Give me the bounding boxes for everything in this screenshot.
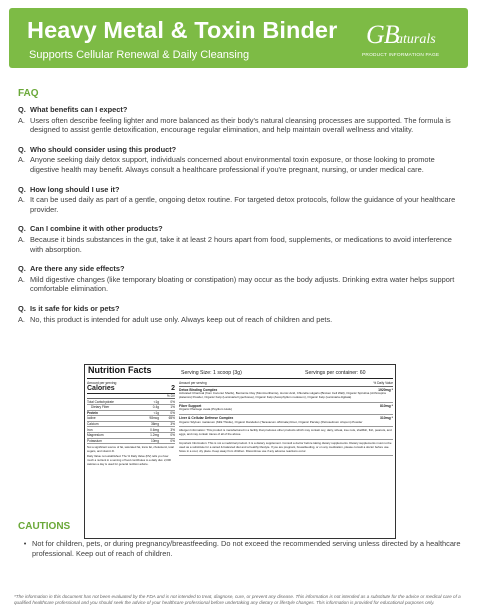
faq-answer-row xyxy=(18,275,464,294)
question-marker: Q. xyxy=(18,224,26,234)
nutrient-name: Iodine xyxy=(87,416,96,421)
dv-header: % DV xyxy=(87,394,175,399)
nutrient-dv: 0% xyxy=(170,399,175,404)
question-marker: Q. xyxy=(18,184,26,194)
nutrient-name: Calcium xyxy=(87,421,99,426)
blend-values xyxy=(380,416,393,420)
nutrition-right-column xyxy=(179,381,393,456)
faq-item xyxy=(18,304,464,324)
caution-text: Not for children, pets, or during pregnancy/breastfeeding. Do not exceed the recommended serving unless directed by a healthcare professional. Keep out of reach of children. xyxy=(32,539,461,558)
serving-size: Serving Size: 1 scoop (3g) xyxy=(181,370,242,376)
footnote-daily-value: Daily Value not established. The % Daily Value (DV) tells you how much a nutrient in a serving of food contributes to a daily diet. 2,000 calories a day is used for general nutrition advice. xyxy=(87,454,171,466)
blend-list xyxy=(179,387,393,427)
nutrient-dv: 1% xyxy=(170,405,175,410)
logo-tagline: PRODUCT INFORMATION PAGE xyxy=(362,53,440,58)
blend-ingredients: Organic Plantago ovata (Psyllium Husk) xyxy=(179,407,233,412)
faq-question: Is it safe for kids or pets? xyxy=(30,303,120,313)
question-marker: Q. xyxy=(18,303,26,313)
bullet-icon: • xyxy=(23,539,27,548)
faq-heading: FAQ xyxy=(18,88,39,99)
nutrient-dv: 3% xyxy=(170,427,175,432)
nutrient-name: Total Carbohydrate xyxy=(87,399,114,404)
logo-wordmark: aturals xyxy=(396,32,436,47)
faq-question: Who should consider using this product? xyxy=(30,144,177,154)
faq-question: How long should I use it? xyxy=(30,184,120,194)
faq-section xyxy=(18,88,464,334)
answer-marker: A. xyxy=(18,274,25,284)
faq-question-row xyxy=(18,185,464,195)
brand-logo xyxy=(360,20,460,64)
blend-item xyxy=(179,387,393,403)
product-title: Heavy Metal & Toxin Binder xyxy=(27,17,338,43)
nutrient-dv: 0% xyxy=(170,438,175,443)
nutrition-title: Nutrition Facts xyxy=(88,365,152,375)
nutrient-amount: 1.2mg xyxy=(150,433,159,438)
important-info: Important Information: This is not a medicinal product. It is a dietary supplement. Consult a doctor before taking dietary supplements. Dietary supplements must not be used as a substitute for a varied & balanced diet and a healthy lifestyle. If you are pregnant, breastfeeding, or on any medication, please consult a doctor before use. Store in a cool, dry place. Keep away from children. Discontinue use if any adverse reactions occur. xyxy=(179,440,393,456)
blend-amount-header: Amount per serving xyxy=(179,381,207,385)
faq-item xyxy=(18,224,464,254)
blend-dv: * xyxy=(391,388,393,393)
faq-answer-row xyxy=(18,195,464,214)
nutrition-footnotes xyxy=(87,446,175,466)
blend-item xyxy=(179,403,393,415)
answer-marker: A. xyxy=(18,314,25,324)
faq-list xyxy=(18,105,464,324)
nutrient-amount: 98mcg xyxy=(149,416,159,421)
nutrient-dv: 3% xyxy=(170,421,175,426)
answer-marker: A. xyxy=(18,115,25,125)
blend-name: Liver & Cellular Defense Complex xyxy=(179,416,234,421)
faq-answer: It can be used daily as part of a gentle, ongoing detox routine. For targeted detox protocols, follow the guidance of your healthcare provider. xyxy=(30,195,456,214)
faq-answer: Because it binds substances in the gut, take it at least 2 hours apart from food, supplements, or medications to avoid interference with absorption. xyxy=(30,234,452,254)
nutrient-amount: <1g xyxy=(153,399,159,404)
question-marker: Q. xyxy=(18,264,26,274)
faq-answer: Users often describe feeling lighter and more balanced as their body's natural cleansing processes are supported. The formula is designed to assist gentle detoxification, encourage regular elimination, and help maintain overall wellness and vitality. xyxy=(30,115,451,135)
blend-amount: 310mg xyxy=(379,416,391,421)
calories-value: 2 xyxy=(171,385,175,393)
blend-name: Detox Binding Complex xyxy=(179,388,218,393)
nutrient-amount: 10mg xyxy=(151,438,159,443)
faq-answer: No, this product is intended for adult use only. Always keep out of reach of children and pets. xyxy=(30,314,333,324)
nutrition-left-column xyxy=(87,381,175,468)
faq-answer-row xyxy=(18,315,464,325)
nutrient-name: Iron xyxy=(87,427,93,432)
header-banner xyxy=(9,8,468,68)
faq-answer: Anyone seeking daily detox support, individuals concerned about environmental toxin exposure, or those looking to promote digestive health may benefit. Always consult a healthcare professional if you're pregnant, nursing, or under medical care. xyxy=(30,155,435,174)
nutrient-dv: 65% xyxy=(168,416,175,421)
calories-label: Calories xyxy=(87,385,115,393)
servings-per-container: Servings per container: 60 xyxy=(305,370,366,376)
faq-question-row xyxy=(18,105,464,115)
faq-question: Are there any side effects? xyxy=(30,264,125,274)
footnote-significant: Not a significant source of fat, saturated fat, trans fat, cholesterol, total sugars, and vitamin D. xyxy=(87,445,174,453)
faq-item xyxy=(18,145,464,175)
answer-marker: A. xyxy=(18,195,25,205)
answer-marker: A. xyxy=(18,234,25,244)
amount-per-serving: Amount per serving xyxy=(87,381,117,385)
blend-dv-header: % Daily Value xyxy=(373,381,393,385)
product-subtitle: Supports Cellular Renewal & Daily Cleansing xyxy=(29,49,250,61)
faq-answer-row xyxy=(18,155,464,174)
blend-dv: * xyxy=(391,416,393,421)
faq-question-row xyxy=(18,224,464,234)
faq-answer-row xyxy=(18,235,464,254)
nutrient-name: Protein xyxy=(87,410,98,415)
nutrient-rows xyxy=(87,399,175,444)
blend-values xyxy=(380,404,393,408)
faq-answer-row xyxy=(18,116,464,135)
nutrition-header xyxy=(87,367,393,379)
faq-question-row xyxy=(18,264,464,274)
blend-item xyxy=(179,415,393,427)
calories-row xyxy=(87,385,175,394)
question-marker: Q. xyxy=(18,144,26,154)
faq-question-row xyxy=(18,304,464,314)
faq-answer: Mild digestive changes (like temporary bloating or constipation) may occur as the body adjusts. Drinking extra water helps support comfortable elimination. xyxy=(30,274,455,294)
nutrient-amount: <1g xyxy=(153,410,159,415)
nutrient-name: Magnesium xyxy=(87,433,104,438)
faq-question: What benefits can I expect? xyxy=(30,105,128,114)
blend-dv: * xyxy=(391,404,393,409)
question-marker: Q. xyxy=(18,105,26,114)
blend-ingredients: Activated Charcoal (from Coconut Shells), Bentonite Clay (Montmorillonite), Humic Acid, Chlorella vulgaris (Broken Cell Wall), Organic Spirulina (Arthrospira platensis) Powder, Organic Kelp (Laminaria hyperborea), Organic Kelp (Ascophyllum nodosum), Organic Kelp (Laminaria digitata) xyxy=(179,391,386,400)
nutrient-dv: 0% xyxy=(170,433,175,438)
blend-amount: 810mg xyxy=(379,404,391,409)
nutrient-dv: 0% xyxy=(170,410,175,415)
faq-item xyxy=(18,185,464,215)
blend-amount: 1920mg xyxy=(378,388,391,393)
caution-item xyxy=(18,539,464,559)
nutrition-facts-panel xyxy=(84,364,396,539)
faq-item xyxy=(18,105,464,135)
caution-list xyxy=(18,539,464,559)
nutrient-amount: 0.6mg xyxy=(150,427,159,432)
nutrient-amount: 36mg xyxy=(151,421,159,426)
logo-monogram: GB xyxy=(366,20,399,49)
faq-item xyxy=(18,264,464,294)
nutrient-name: Potassium xyxy=(87,438,102,443)
cautions-section xyxy=(18,521,464,559)
nutrient-amount: 0.4g xyxy=(152,405,159,410)
nutrient-name: Dietary Fiber xyxy=(91,405,110,410)
nutrient-row xyxy=(87,439,175,445)
blend-name: Fiber Support xyxy=(179,404,202,409)
faq-question: Can I combine it with other products? xyxy=(30,224,163,234)
answer-marker: A. xyxy=(18,155,25,165)
blend-ingredients: Organic Silybum marianum (Milk Thistle), Organic Dandelion (Taraxacum officinale) Root, Organic Parsley (Petroselinum crispum) Powder xyxy=(179,419,363,424)
faq-question-row xyxy=(18,145,464,155)
fda-disclaimer: *The information in this document has not been evaluated by the FDA and is not intended to treat, diagnose, cure, or prevent any disease. This information is not intended as a substitute for the advice or medical care of a qualified healthcare professional and you should seek the advice of your healthcare professional before undertaking any dietary or lifestyle changes. This information is provided for educational purposes only. xyxy=(14,594,461,605)
allergen-info: Allergen Information: This product is manufactured in a facility that produces other products which may contain soy, dairy, wheat, tree nuts, shellfish, fish, peanuts, and eggs, and may contain traces of all of the above. xyxy=(179,427,393,440)
cautions-heading: CAUTIONS xyxy=(18,521,71,532)
